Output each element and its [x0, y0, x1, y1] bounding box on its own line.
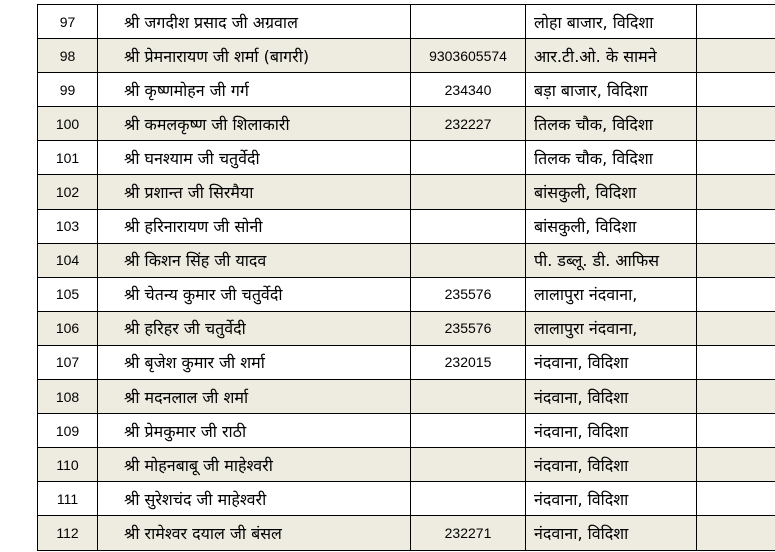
phone-number-cell: 235576 [411, 277, 526, 311]
phone-number-cell: 232227 [411, 107, 526, 141]
member-table [37, 4, 775, 551]
address-cell: लालापुरा नंदवाना, [526, 311, 697, 345]
table-row [38, 141, 775, 175]
table-row [38, 345, 775, 379]
member-name-cell: श्री कमलकृष्ण जी शिलाकारी [98, 107, 411, 141]
table-row [38, 175, 775, 209]
table-row [38, 482, 775, 516]
empty-cell [697, 243, 775, 277]
phone-number-cell [411, 209, 526, 243]
table-row [38, 5, 775, 39]
serial-number-cell: 104 [38, 243, 98, 277]
address-cell: लालापुरा नंदवाना, [526, 277, 697, 311]
address-cell: तिलक चौक, विदिशा [526, 141, 697, 175]
member-name-cell: श्री हरिनारायण जी सोनी [98, 209, 411, 243]
member-name-cell: श्री प्रेमकुमार जी राठी [98, 414, 411, 448]
address-cell: नंदवाना, विदिशा [526, 448, 697, 482]
table-row [38, 380, 775, 414]
empty-cell [697, 141, 775, 175]
member-name-cell: श्री बृजेश कुमार जी शर्मा [98, 345, 411, 379]
address-cell: बांसकुली, विदिशा [526, 209, 697, 243]
empty-cell [697, 311, 775, 345]
table-row [38, 107, 775, 141]
member-name-cell: श्री जगदीश प्रसाद जी अग्रवाल [98, 5, 411, 39]
table-row [38, 311, 775, 345]
address-cell: नंदवाना, विदिशा [526, 380, 697, 414]
member-name-cell: श्री हरिहर जी चतुर्वेदी [98, 311, 411, 345]
member-name-cell: श्री चेतन्य कुमार जी चतुर्वेदी [98, 277, 411, 311]
empty-cell [697, 448, 775, 482]
serial-number-cell: 103 [38, 209, 98, 243]
address-cell: आर.टी.ओ. के सामने [526, 39, 697, 73]
phone-number-cell [411, 141, 526, 175]
address-cell: लोहा बाजार, विदिशा [526, 5, 697, 39]
phone-number-cell: 9303605574 [411, 39, 526, 73]
table-row [38, 39, 775, 73]
serial-number-cell: 97 [38, 5, 98, 39]
phone-number-cell: 234340 [411, 73, 526, 107]
serial-number-cell: 106 [38, 311, 98, 345]
address-cell: नंदवाना, विदिशा [526, 482, 697, 516]
serial-number-cell: 112 [38, 516, 98, 550]
phone-number-cell: 232271 [411, 516, 526, 550]
phone-number-cell: 232015 [411, 345, 526, 379]
address-cell: तिलक चौक, विदिशा [526, 107, 697, 141]
member-name-cell: श्री रामेश्वर दयाल जी बंसल [98, 516, 411, 550]
phone-number-cell [411, 175, 526, 209]
phone-number-cell [411, 414, 526, 448]
table-row [38, 448, 775, 482]
address-cell: नंदवाना, विदिशा [526, 414, 697, 448]
serial-number-cell: 110 [38, 448, 98, 482]
table-row [38, 243, 775, 277]
serial-number-cell: 98 [38, 39, 98, 73]
empty-cell [697, 380, 775, 414]
serial-number-cell: 99 [38, 73, 98, 107]
serial-number-cell: 108 [38, 380, 98, 414]
phone-number-cell [411, 243, 526, 277]
table-row [38, 414, 775, 448]
empty-cell [697, 5, 775, 39]
phone-number-cell: 235576 [411, 311, 526, 345]
member-name-cell: श्री किशन सिंह जी यादव [98, 243, 411, 277]
member-name-cell: श्री मोहनबाबू जी माहेश्वरी [98, 448, 411, 482]
phone-number-cell [411, 482, 526, 516]
table-row [38, 73, 775, 107]
serial-number-cell: 102 [38, 175, 98, 209]
phone-number-cell [411, 448, 526, 482]
serial-number-cell: 111 [38, 482, 98, 516]
serial-number-cell: 109 [38, 414, 98, 448]
empty-cell [697, 39, 775, 73]
empty-cell [697, 414, 775, 448]
address-cell: बड़ा बाजार, विदिशा [526, 73, 697, 107]
serial-number-cell: 101 [38, 141, 98, 175]
empty-cell [697, 345, 775, 379]
member-name-cell: श्री सुरेशचंद जी माहेश्वरी [98, 482, 411, 516]
phone-number-cell [411, 380, 526, 414]
member-rows [38, 5, 775, 551]
address-cell: पी. डब्लू. डी. आफिस [526, 243, 697, 277]
member-name-cell: श्री कृष्णमोहन जी गर्ग [98, 73, 411, 107]
serial-number-cell: 107 [38, 345, 98, 379]
empty-cell [697, 482, 775, 516]
member-name-cell: श्री प्रेमनारायण जी शर्मा (बागरी) [98, 39, 411, 73]
empty-cell [697, 73, 775, 107]
address-cell: नंदवाना, विदिशा [526, 516, 697, 550]
table-row [38, 209, 775, 243]
empty-cell [697, 209, 775, 243]
empty-cell [697, 516, 775, 550]
empty-cell [697, 175, 775, 209]
empty-cell [697, 277, 775, 311]
member-name-cell: श्री प्रशान्त जी सिरमैया [98, 175, 411, 209]
table-row [38, 277, 775, 311]
address-cell: नंदवाना, विदिशा [526, 345, 697, 379]
address-cell: बांसकुली, विदिशा [526, 175, 697, 209]
member-name-cell: श्री घनश्याम जी चतुर्वेदी [98, 141, 411, 175]
member-name-cell: श्री मदनलाल जी शर्मा [98, 380, 411, 414]
phone-number-cell [411, 5, 526, 39]
empty-cell [697, 107, 775, 141]
serial-number-cell: 105 [38, 277, 98, 311]
table-row [38, 516, 775, 550]
serial-number-cell: 100 [38, 107, 98, 141]
